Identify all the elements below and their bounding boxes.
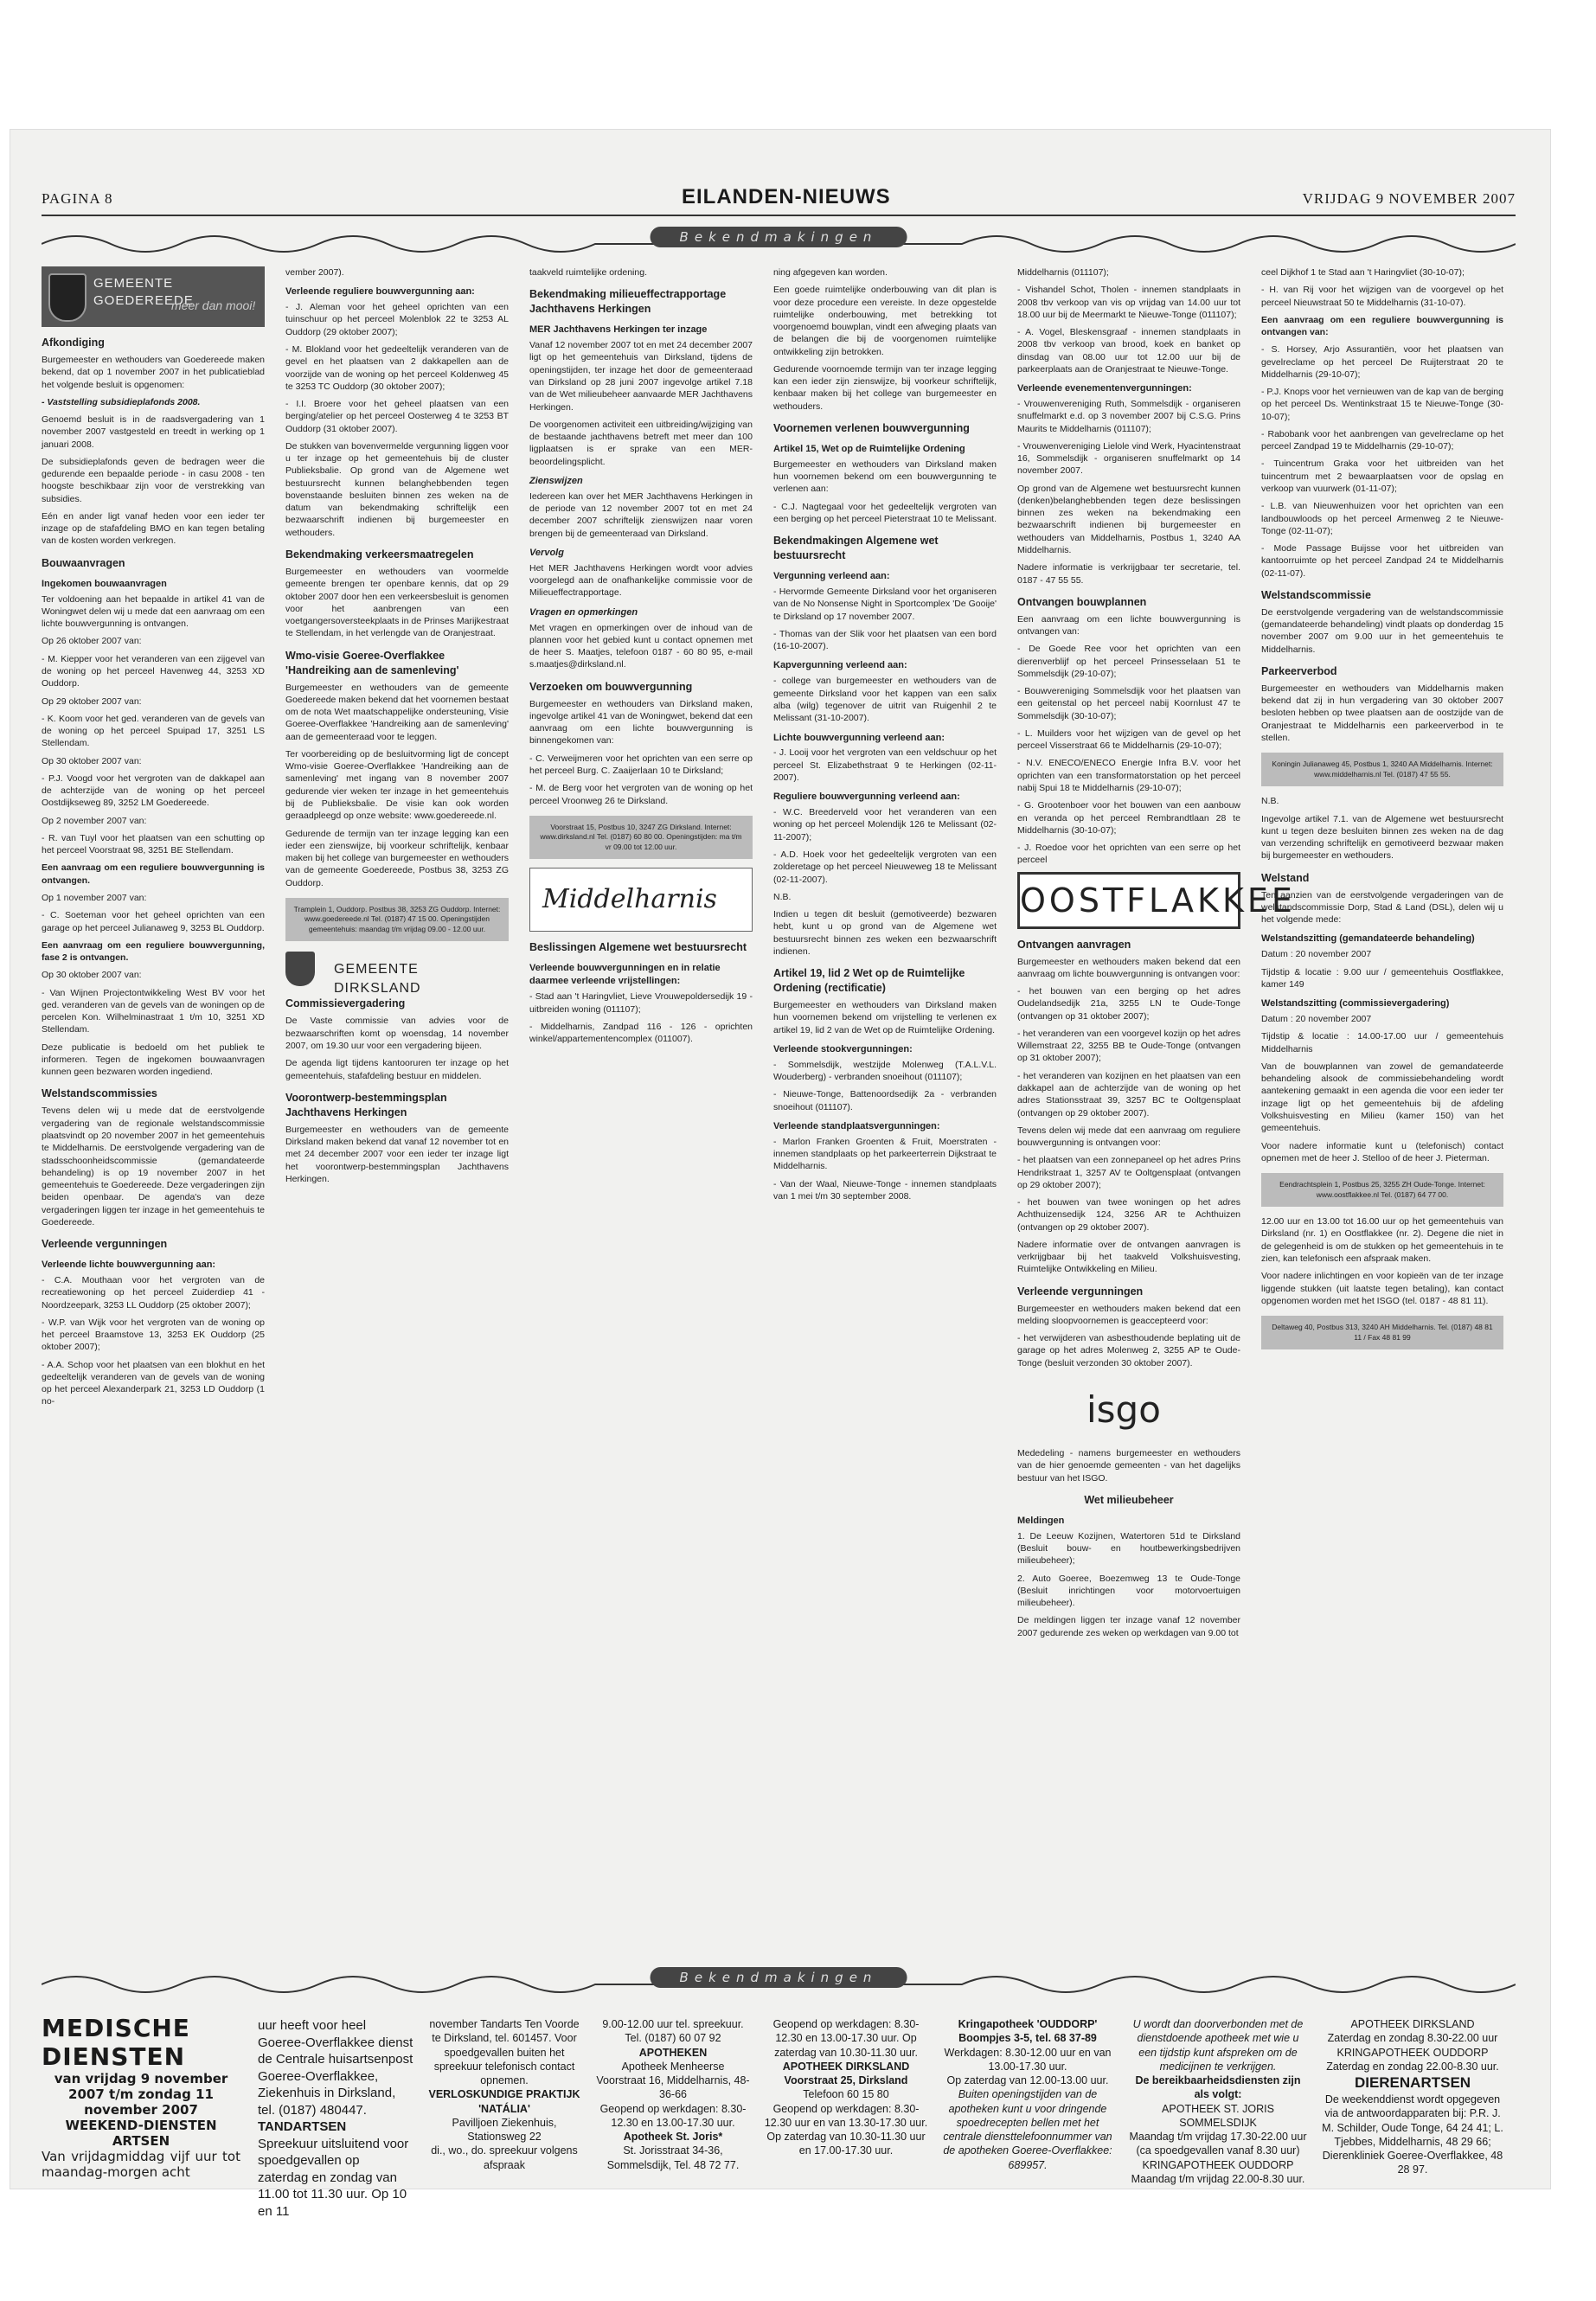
medical-title: MEDISCHE DIENSTEN [42,2014,190,2071]
subsection-title: Verleende lichte bouwvergunning aan: [42,1259,216,1271]
list-item: - Vrouwenvereniging Ruth, Sommelsdijk - organiseren snuffelmarkt e.d. op 3 november 2007 bij C.S.G. Prins Maurits te Middelharnis (011107); [1017,399,1240,434]
medical-text: Voorstraat 16, Middelharnis, 48-36-66 [596,2074,750,2101]
banner-label: Bekendmakingen [651,227,907,247]
paragraph: Iedereen kan over het MER Jachthavens Herkingen in de periode van 12 november 2007 tot en met 24 december 2007 schriftelijk zienswijzen naar voren brengen bij de gemeenteraad van Dirksland. [529,490,753,539]
medical-heading: Apotheek St. Joris* [623,2131,723,2143]
paragraph: Genoemd besluit is in de raadsvergadering van 1 november 2007 vastgesteld en treedt in werking op 1 januari 2008. [42,414,265,450]
subsection-title: Vergunning verleend aan: [773,571,890,582]
paragraph: Burgemeester en wethouders van voormelde gemeente brengen ter openbare kennis, dat op 29 oktober 2007 door hen een verkeersbesluit is genomen voor het aanbrengen van een voetgangersoversteekplaats in de Prinses Marijkestraat te Stellendam, in het verlengde van de Oranjestraat. [285,567,509,639]
medical-column [764,2017,928,2158]
medical-text: Maandag t/m vrijdag 22.00-8.30 uur. [1131,2172,1305,2185]
paragraph: Een aanvraag om een reguliere bouwvergunning, fase 2 is ontvangen. [42,939,265,964]
subsection-title: Verleende standplaatsvergunningen: [773,1120,940,1131]
subsection-title: Verleende evenementenvergunningen: [1017,383,1192,394]
medical-text: Zaterdag en zondag 22.00-8.30 uur. [1326,2060,1499,2073]
subsection-title: Vervolg [529,547,564,558]
medical-text: Apotheek Menheerse [621,2060,725,2073]
medical-text: uur heeft voor heel Goeree-Overflakkee dienst de Centrale huisartsenpost Goeree-Overflakkee, Ziekenhuis in Dirksland, tel. (0187) 480447. [258,2018,413,2118]
list-item: - het bouwen van een berging op het adres Oudelandsedijk 21a, 3255 LN te Oude-Tonge (ontvangen op 31 oktober 2007); [1017,986,1240,1022]
medical-text: Telefoon 60 15 80 [803,2088,889,2101]
list-item: Tijdstip & locatie : 14.00-17.00 uur / gemeentehuis Middelharnis [1261,1031,1503,1054]
subsection-title: Artikel 15, Wet op de Ruimtelijke Ordening [773,443,965,454]
medical-heading: APOTHEEK DIRKSLAND Voorstraat 25, Dirksland [782,2060,910,2086]
list-item: 1. De Leeuw Kozijnen, Watertoren 51d te Dirksland (Besluit bouw- en houtbewerkingsbedrijven milieubeheer); [1017,1530,1240,1567]
list-item: - Vishandel Schot, Tholen - innemen standplaats in 2008 tbv verkoop van vis op vrijdag van 14.00 uur tot 18.00 uur bij de Meermarkt te Nieuwe-Tonge (011107); [1017,285,1240,320]
medical-intro: Van vrijdagmiddag vijf uur tot maandag-morgen acht [42,2149,240,2180]
medical-heading: VERLOSKUNDIGE PRAKTIJK 'NATÁLIA' [428,2088,580,2115]
section-title: Voorontwerp-bestemmingsplan Jachthavens Herkingen [285,1091,447,1118]
list-item: Op 30 oktober 2007 van: [42,755,142,766]
contact-box: Tramplein 1, Ouddorp. Postbus 38, 3253 ZG Ouddorp. Internet: www.goedereede.nl Tel. (0187) 47 15 00. Openingstijden gemeentehuis: maandag t/m vrijdag 09.00 - 12.00 uur. [285,898,509,942]
list-item: - Thomas van der Slik voor het plaatsen van een bord (16-10-2007). [773,628,997,652]
list-item: Tijdstip & locatie : 9.00 uur / gemeentehuis Oostflakkee, kamer 149 [1261,966,1503,990]
section-title: Welstandscommissies [42,1087,157,1100]
medical-text: 9.00-12.00 uur tel. spreekuur. Tel. (0187) 60 07 92 [602,2018,744,2045]
medical-text: Pavilljoen Ziekenhuis, Stationsweg 22 [452,2116,557,2143]
column-6 [1261,266,1503,1358]
list-item: - A.A. Schop voor het plaatsen van een blokhut en het gedeeltelijk veranderen van de gevels van de woning op het perceel Alexanderpark 21, 3253 LD Ouddorp (1 no- [42,1359,265,1407]
crest-icon [48,273,87,322]
section-title: Bouwaanvragen [42,556,125,569]
subsection-title: Vragen en opmerkingen [529,606,638,618]
list-item: - W.C. Breederveld voor het veranderen van een woning op het perceel Molendijk 126 te Melissant (02-11-2007); [773,807,997,843]
top-banner [42,221,1516,256]
page-header [42,180,1516,215]
paragraph: Burgemeester en wethouders van Goedereede maken bekend, dat op 1 november 2007 in het publicatieblad het volgende besluit is opgenomen: [42,355,265,390]
medical-text: november Tandarts Ten Voorde te Dirksland, tel. 601457. Voor spoedgevallen buiten het spreekuur telefonisch contact opnemen. [429,2018,580,2086]
medical-dates: van vrijdag 9 november 2007 t/m zondag 11 november 2007 [54,2071,228,2118]
subsection-title: Meldingen [1017,1515,1065,1526]
header-rule [42,215,1516,216]
list-item: - het plaatsen van een zonnepaneel op het adres Prins Hendrikstraat 1, 3257 AV te Ooltgensplaat (ontvangen op 29 oktober 2007); [1017,1155,1240,1190]
list-item: - het bouwen van twee woningen op het adres Achthuizensedijk 124, 3256 AR te Achthuizen (ontvangen op 29 oktober 2007). [1017,1197,1240,1233]
list-item: - C.A. Mouthaan voor het vergroten van de recreatiewoning op het perceel Zuiderdiep 41 - Noordzeepark, 3253 LL Ouddorp (25 oktober 2007); [42,1275,265,1311]
contact-box: Eendrachtsplein 1, Postbus 25, 3255 ZH Oude-Tonge. Internet: www.oostflakkee.nl Tel. (0187) 64 77 00. [1261,1173,1503,1207]
list-item: ceel Dijkhof 1 te Stad aan 't Haringvliet (30-10-07); [1261,267,1465,278]
paragraph: Voor nadere inlichtingen en voor kopieën van de ter inzage liggende stukken (uit laatste tegen betaling), kan contact opgenomen worden met het ISGO (tel. 0187 - 48 81 11). [1261,1271,1503,1306]
list-item: - Middelharnis, Zandpad 116 - 126 - oprichten winkel/appartementencomplex (011007). [529,1021,753,1045]
medical-text: KRINGAPOTHEEK OUDDORP [1142,2158,1294,2171]
column-4 [773,266,997,1208]
paragraph: Gedurende de termijn van ter inzage legging kan een ieder een zienswijze, bij voorkeur schriftelijk, kenbaar maken bij het college van burgemeester en wethouders van de gemeente Goedereede, Postbus 38, 3253 ZG Ouddorp. [285,828,509,888]
list-item: - Sommelsdijk, westzijde Molenweg (T.A.L.V.L. Wouderberg) - verbranden snoeihout (011107); [773,1059,997,1083]
medical-heading: Kringapotheek 'OUDDORP' Boompjes 3-5, tel. 68 37-89 [958,2018,1098,2045]
list-item: - Nieuwe-Tonge, Battenoordsedijk 2a - verbranden snoeihout (011107). [773,1089,997,1112]
paragraph: Van de bouwplannen van zowel de gemandateerde behandeling alsook de commissiebehandeling wordt aantekening gemaakt in een agenda die voor een ieder ter inzage ligt op het gemeentehuis bij de afdeling Volkshuisvesting en Milieu (kamer 150) van het gemeentehuis. [1261,1061,1503,1134]
medical-heading: DIERENARTSEN [1354,2074,1471,2091]
paragraph: Burgemeester en wethouders maken bekend dat een melding sloopvoornemen is geaccepteerd voor: [1017,1303,1240,1326]
subsection-title: Zienswijzen [529,475,583,486]
list-item: - J. Aleman voor het geheel oprichten van een tuinschuur op het perceel Molenblok 22 te 3253 AL Ouddorp (29 oktober 2007); [285,302,509,337]
medical-column [258,2017,413,2220]
subsection-title: Welstandszitting (commissievergadering) [1261,998,1450,1009]
medical-text: APOTHEEK DIRKSLAND [1350,2018,1475,2030]
list-item: Datum : 20 november 2007 [1261,949,1372,960]
bottom-banner [42,1962,1516,1997]
paragraph: Ter voorbereiding op de besluitvorming ligt de concept Wmo-visie Goeree-Overflakkee 'Handreiking aan de samenleving' met ingang van 8 november 2007 gedurende vier weken ter inzage in het gemeentehuis bij de Publieksbalie. De visie kan ook worden geraadpleegd op onze website: www.goedereede.nl. [285,748,509,822]
list-item: Op 1 november 2007 van: [42,892,147,903]
list-item: - Rabobank voor het aanbrengen van gevelreclame op het perceel Zandpad 19 te Middelharnis (29-10-07); [1261,428,1503,452]
middelharnis-logo: Middelharnis [529,868,753,932]
banner-label: Bekendmakingen [651,1967,907,1988]
list-item: - Tuincentrum Graka voor het uitbreiden van het tuincentrum met 2 bewaarplaatsen voor de opslag en verkoop van vuurwerk (01-11-07); [1261,458,1503,494]
list-item: 2. Auto Goeree, Boezemweg 13 te Oude-Tonge (Besluit inrichtingen voor motorvoertuigen milieubeheer). [1017,1573,1240,1609]
paragraph: Burgemeester en wethouders van Dirksland maken, ingevolge artikel 41 van de Woningwet, bekend dat een aanvraag om een lichte bouwvergunning is binnengekomen van: [529,698,753,747]
subsection-title: Verleende stookvergunningen: [773,1043,913,1054]
paragraph: Een aanvraag om een lichte bouwvergunning is ontvangen van: [1017,613,1240,638]
paragraph: Ingevolge artikel 7.1. van de Algemene wet bestuursrecht kunt u tegen deze besluiten binnen zes weken na de dag van verzending schriftelijk en gemotiveerd bezwaar maken bij burgemeester en wethouders. [1261,813,1503,862]
list-item: - Bouwvereniging Sommelsdijk voor het plaatsen van een geitenstal op het perceel nabij Koornlust 47 te Sommelsdijk (30-10-07); [1017,686,1240,721]
section-title: Wet milieubeheer [1084,1493,1174,1506]
masthead: EILANDEN-NIEUWS [682,185,891,208]
medical-column [1322,2017,1503,2177]
medical-text: Geopend op werkdagen: 8.30-12.30 uur en van 13.30-17.30 uur. [764,2102,928,2129]
list-item: - M. Blokland voor het gedeeltelijk veranderen van de gevel en het plaatsen van 2 dakkapellen aan de voorzijde van de woning op het perceel Koldenweg 45 te 3253 TC Ouddorp (30 oktober 2007); [285,344,509,392]
paragraph: vember 2007). [285,267,344,278]
paragraph: Ten aanzien van de eerstvolgende vergaderingen van de welstandscommissie Dorp, Stad & Land (DSL), delen wij u het volgende mede: [1261,889,1503,926]
list-item: - het verwijderen van asbesthoudende beplating uit de garage op het adres Molenweg 2, 3255 AP te Oude-Tonge (besluit verzonden 30 oktober 2007). [1017,1333,1240,1368]
paragraph: Nadere informatie is verkrijgbaar ter secretarie, tel. 0187 - 47 55 55. [1017,562,1240,586]
subsection-title: Verleende bouwvergunningen en in relatie daarmee verleende vrijstellingen: [529,963,721,987]
section-title: Artikel 19, lid 2 Wet op de Ruimtelijke Ordening (rectificatie) [773,967,965,995]
paragraph: Burgemeester en wethouders van Dirksland maken hun voornemen bekend om een bouwvergunning te verlenen aan: [773,458,997,495]
list-item: - K. Koom voor het ged. veranderen van de gevels van de woning op het perceel Spuipad 17, 3251 LS Stellendam. [42,713,265,749]
page-number: PAGINA 8 [42,190,113,207]
list-item: - C. Soeteman voor het geheel oprichten van een garage op het perceel Julianaweg 9, 3253 BL Ouddorp. [42,910,265,933]
paragraph: Burgemeester en wethouders van Dirksland maken hun voornemen bekend om vrijstelling te verlenen ex artikel 19, lid 2 van de Wet op de Ruimtelijke Ordening. [773,1000,997,1035]
list-item: Op 30 oktober 2007 van: [42,970,142,981]
medical-text: De weekenddienst wordt opgegeven via de antwoordapparaten bij: P.R. J. M. Schilder, Oude Tonge, 64 24 41; L. Tjebbes, Middelharnis, 48 29 66; Dierenkliniek Goeree-Overflakkee, 48 28 97. [1322,2093,1503,2176]
subsection-title: Reguliere bouwvergunning verleend aan: [773,792,960,803]
paragraph: Indien u tegen dit besluit (gemotiveerde) bezwaren hebt, kunt u op grond van de Algemene wet bestuursrecht binnen zes weken een bezwaarschrift indienen. [773,909,997,957]
newspaper-page [42,180,1516,2219]
subsection-title: Kapvergunning verleend aan: [773,660,907,671]
list-item: - L.B. van Nieuwenhuizen voor het oprichten van een landbouwloods op het perceel Armenweg 2 te Nieuwe-Tonge (02-11-07); [1261,501,1503,536]
subsection-title: Verleende reguliere bouwvergunning aan: [285,286,475,298]
medical-title-block [42,2014,240,2180]
medical-text: St. Jorisstraat 34-36, Sommelsdijk, Tel. 48 72 77. [606,2144,740,2171]
list-item: - het veranderen van kozijnen en het plaatsen van een dakkapel aan de achterzijde van de woning op het adres Stationsstraat 39, 3257 BC te Ooltgensplaat (ontvangen op 29 oktober 2007). [1017,1070,1240,1118]
paragraph: 12.00 uur en 13.00 tot 16.00 uur op het gemeentehuis van Dirksland (nr. 1) en Oostflakkee (nr. 2). Degene die niet in de gelegenheid is om de stukken op het gemeentehuis in te zien, kan telefonisch een afspraak maken. [1261,1216,1503,1264]
list-item: - R. van Tuyl voor het plaatsen van een schutting op het perceel Voorstraat 98, 3251 BE Stellendam. [42,832,265,856]
paragraph: Het MER Jachthavens Herkingen wordt voor advies voorgelegd aan de onafhankelijke commissie voor de Milieueffectrapportage. [529,562,753,599]
medical-text: KRINGAPOTHEEK OUDDORP [1336,2046,1489,2059]
medical-text: APOTHEEK ST. JORIS SOMMELSDIJK [1162,2102,1274,2129]
paragraph: Burgemeester en wethouders maken bekend dat een aanvraag om lichte bouwvergunning is ontvangen voor: [1017,956,1240,979]
subsection-title: MER Jachthavens Herkingen ter inzage [529,324,708,336]
medical-text: Maandag t/m vrijdag 17.30-22.00 uur (ca spoedgevallen vanaf 8.30 uur) [1129,2131,1307,2157]
list-item: - A.D. Hoek voor het gedeeltelijk vergroten van een zolderetage op het perceel Nieuweweg 18 te Melissant (02-11-2007). [773,849,997,885]
column-2 [285,266,509,1190]
list-item: - Stad aan 't Haringvliet, Lieve Vrouwepoldersedijk 19 - uitbreiden woning (011107); [529,991,753,1015]
paragraph: Middelharnis (011107); [1017,267,1109,278]
section-title: Welstand [1261,871,1310,884]
medical-column [941,2017,1114,2172]
list-item: - C.J. Nagtegaal voor het gedeeltelijk vergroten van een berging op het perceel Pieterstraat 10 te Melissant. [773,501,997,524]
list-item: - J. Looij voor het vergroten van een veldschuur op het perceel St. Elizabethstraat 9 te Herkingen (02-11-2007). [773,747,997,783]
list-item: - J. Roedoe voor het oprichten van een serre op het perceel [1017,843,1240,866]
paragraph: N.B. [1261,796,1279,807]
list-item: - het veranderen van een voorgevel kozijn op het adres Willemstraat 22, 3255 BB te Oude-Tonge (ontvangen op 31 oktober 2007); [1017,1028,1240,1064]
list-item: Op 29 oktober 2007 van: [42,695,142,707]
list-item: - G. Grootenboer voor het bouwen van een aanbouw en veranda op het perceel Rembrandtlaan 28 te Middelharnis (30-10-07); [1017,800,1240,836]
medical-text: Buiten openingstijden van de apotheken kunt u voor dringende spoedrecepten bellen met het centrale diensttelefoonnummer van de apotheken Goeree-Overflakkee: 689957. [943,2088,1112,2171]
oostflakkee-logo: OOSTFLAKKEE [1017,872,1240,929]
paragraph: Een goede ruimtelijke onderbouwing van dit plan is voor deze procedure een vereiste. In deze opgestelde ruimtelijke onderbouwing, met betrekking tot voorgenoemd bouwplan, vindt een afweging plaats van de belangen die bij de voorgenomen ruimtelijke ontwikkeling zijn betrokken. [773,285,997,357]
section-title: Bekendmaking verkeersmaatregelen [285,548,474,561]
list-item: - N.V. ENECO/ENECO Energie Infra B.V. voor het oprichten van een transformatorstation op het perceel nabij Spui 18 te Middelharnis (29-10-07); [1017,758,1240,793]
goedereede-logo [42,266,265,327]
paragraph: Tevens delen wij mede dat een aanvraag om reguliere bouwvergunning is ontvangen voor: [1017,1125,1240,1149]
paragraph: Met vragen en opmerkingen over de inhoud van de plannen voor het gebied kunt u contact opnemen met de heer S. Maatjes, telefoon 0187 - 60 80 95, e-mail s.maatjes@dirksland.nl. [529,622,753,670]
paragraph: Nadere informatie over de ontvangen aanvragen is verkrijgbaar bij het taakveld Volkshuisvesting, Ruimtelijke Ontwikkeling en Milieu. [1017,1239,1240,1275]
list-item: - Mode Passage Buijsse voor het uitbreiden van kantoorruimte op het perceel Zandpad 24 te Middelharnis (02-11-07). [1261,543,1503,579]
list-item: - M. Kiepper voor het veranderen van een zijgevel van de woning op het perceel Havenweg 44, 3253 XD Ouddorp. [42,653,265,689]
medical-column [595,2017,751,2172]
paragraph: De agenda ligt tijdens kantooruren ter inzage op het gemeentehuis, stafafdeling bestuur en middelen. [285,1058,509,1081]
paragraph: Burgemeester en wethouders van de gemeente Goedereede maken bekend dat het voornemen bestaat om de nota Wet maatschappelijke ondersteuning, Visie Goeree-Overflakkee 'Handreiking aan de samenleving' aan de gemeenteraad voor te leggen. [285,682,510,742]
list-item: - Hervormde Gemeente Dirksland voor het organiseren van de No Nonsense Night in Sportcomplex 'De Gooije' te Dirksland op 17 november 2007. [773,586,997,622]
paragraph: Tevens delen wij u mede dat de eerstvolgende vergadering van de regionale welstandscommissie plaatsvindt op 20 november 2007 in het gemeentehuis te Middelharnis. De eerstvolgende vergadering van de stadsschoonheidscommissie (gemandateerde behandeling) is op 19 november 2007 in het gemeentehuis te Goedereede. Deze vergaderingen zijn beiden openbaar. De agenda's van deze vergaderingen liggen ter inzage in het gemeentehuis te Goedereede. [42,1106,266,1227]
list-item: - Vrouwenvereniging Lielole vind Werk, Hyacintenstraat 16, Sommelsdijk - organiseren snuffelmarkt op 14 november 2007. [1017,440,1240,477]
list-item: - W.P. van Wijk voor het vergroten van de woning op het perceel Braamstove 13, 3253 EK Ouddorp (25 oktober 2007); [42,1317,265,1353]
list-item: - college van burgemeester en wethouders van de gemeente Dirksland voor het kappen van een salix alba (wilg) tegenover de uitrit van Ruigenhil 2 te Melissant (31-10-2007). [773,676,997,724]
municipality-name: GEMEENTE DIRKSLAND [334,962,421,997]
column-goedereede [42,266,265,1413]
medical-text: Spreekuur uitsluitend voor spoedgevallen op zaterdag en zondag van 11.00 tot 11.30 uur. Op 10 en 11 [258,2136,409,2219]
section-title: Beslissingen Algemene wet bestuursrecht [529,941,747,954]
section-title: Verleende vergunningen [1017,1285,1144,1298]
weekend-title: WEEKEND-DIENSTEN ARTSEN [65,2118,217,2149]
subsection-title: Ingekomen bouwaanvragen [42,578,167,589]
list-item: - L. Muilders voor het wijzigen van de gevel op het perceel Visserstraat 66 te Middelharnis (29-10-07); [1017,727,1240,752]
section-title: Welstandscommissie [1261,588,1371,601]
list-item: - Marlon Franken Groenten & Fruit, Moerstraten - innemen standplaats op het parkeerterrein Dijkstraat te Middelharnis. [773,1136,997,1172]
paragraph: Mededeling - namens burgemeester en wethouders van de hier genoemde gemeenten - van het dagelijks bestuur van het ISGO. [1017,1448,1240,1484]
section-title: Verzoeken om bouwvergunning [529,680,693,693]
medical-text: Geopend op werkdagen: 8.30-12.30 en 13.00-17.30 uur. [599,2102,747,2129]
section-title: Bekendmaking milieueffectrapportage Jachthavens Herkingen [529,288,727,316]
list-item: - M. de Berg voor het vergroten van de woning op het perceel Vroonweg 26 te Dirksland. [529,783,753,806]
paragraph: Een aanvraag om een reguliere bouwvergunning is ontvangen van: [1261,314,1503,338]
issue-date: VRIJDAG 9 NOVEMBER 2007 [1302,190,1516,207]
list-item: Op 2 november 2007 van: [42,815,147,826]
section-title: Wmo-visie Goeree-Overflakkee 'Handreiking aan de samenleving' [285,649,459,676]
contact-box: Voorstraat 15, Postbus 10, 3247 ZG Dirksland. Internet: www.dirksland.nl Tel. (0187) 60 80 00. Openingstijden: ma t/m vr 09.00 tot 12.00 uur. [529,816,753,860]
section-title: Afkondiging [42,336,105,349]
paragraph: Vanaf 12 november 2007 tot en met 24 december 2007 ligt op het gemeentehuis van Dirksland, tijdens de openingstijden, ter inzage het door de gemeenteraad van Dirksland op 28 juni 2007 ingevolge artikel 7.18 van de Wet milieubeheer aanvaarde MER Jachthavens Herkingen. [529,340,753,413]
section-title: Verleende vergunningen [42,1238,168,1251]
list-item: - C. Verweijmeren voor het oprichten van een serre op het perceel Burg. C. Zaaijerlaan 10 te Dirksland; [529,753,753,776]
paragraph: taakveld ruimtelijke ordening. [529,267,647,278]
medical-text: Op zaterdag van 12.00-13.00 uur. [946,2074,1109,2086]
paragraph: Ter voldoening aan het bepaalde in artikel 41 van de Woningwet delen wij u mede dat een aanvraag om een lichte bouwvergunning is ontvangen. [42,593,265,630]
paragraph: De meldingen liggen ter inzage vanaf 12 november 2007 gedurende zes weken op werkdagen van 9.00 tot [1017,1615,1240,1638]
list-item: - A. Vogel, Bleskensgraaf - innemen standplaats in 2008 tbv verkoop van brood, koek en banket op dinsdag van 08.00 uur tot 12.00 uur bij de parkeerplaats aan de Oranjestraat te Nieuwe-Tonge. [1017,327,1240,375]
section-title: Ontvangen aanvragen [1017,938,1131,951]
list-item: - H. van Rij voor het wijzigen van de voorgevel op het perceel Nieuwstraat 50 te Middelharnis (31-10-07). [1261,285,1503,308]
list-item: - I.I. Broere voor het geheel plaatsen van een berging/atelier op het perceel Oosterweg 4 te 3253 BT Ouddorp (31 oktober 2007). [285,399,509,434]
paragraph: De voorgenomen activiteit een uitbreiding/wijziging van de bestaande jachthavens betreft met meer dan 100 ligplaatsen is er sprake van een MER-beoordelingsplicht. [529,419,753,467]
list-item: Op 26 oktober 2007 van: [42,636,142,647]
paragraph: ning afgegeven kan worden. [773,267,888,278]
medical-text: Op zaterdag van 10.30-11.30 uur en 17.00-17.30 uur. [766,2131,926,2157]
contact-box: Deltaweg 40, Postbus 313, 3240 AH Middelharnis. Tel. (0187) 48 81 11 / Fax 48 81 99 [1261,1316,1503,1349]
list-item: - P.J. Knops voor het vernieuwen van de kap van de berging op het perceel Ds. Wentinkstraat 15 te Nieuwe-Tonge (30-10-07); [1261,387,1503,422]
paragraph: De stukken van bovenvermelde vergunning liggen voor u ter inzage op het gemeentehuis bij de cluster Publieksbalie. Op grond van de Algemene wet bestuursrecht kunnen belanghebbenden tegen bovenstaande besluiten binnen zes weken na de datum van bekendmaking schriftelijk een bezwaarschrift indienen bij burgemeester en wethouders. [285,440,509,538]
column-3 [529,266,753,1050]
medical-column [426,2017,582,2172]
section-title: Parkeerverbod [1261,664,1337,677]
section-title: Bekendmakingen Algemene wet bestuursrecht [773,535,939,562]
list-item: Datum : 20 november 2007 [1261,1014,1372,1025]
list-item: - Van Wijnen Projectontwikkeling West BV voor het ged. veranderen van de gevels van de woningen op de percelen Kon. Wilhelminastraat 1 t/m 10, 3251 XD Stellendam. [42,987,265,1035]
medical-heading: APOTHEKEN [638,2046,708,2059]
list-item: - P.J. Voogd voor het vergroten van de dakkapel aan de achterzijde van de woning op het perceel Oostdijkseweg 89, 3252 LM Goedereede. [42,772,265,809]
medical-text: Geopend op werkdagen: 8.30-12.30 en 13.00-17.30 uur. Op zaterdag van 10.30-11.30 uur. [772,2018,920,2059]
municipality-name: GEMEENTE GOEDEREEDE [93,276,194,309]
paragraph: Burgemeester en wethouders van Middelharnis maken bekend dat zij in hun vergadering van 30 oktober 2007 besloten hebben op twee plaatsen aan de oostzijde van de Oranjestraat te Middelharnis een parkeerverbod in te stellen. [1261,683,1503,743]
isgo-logo [1017,1378,1240,1439]
list-item: - Van der Waal, Nieuwe-Tonge - innemen standplaats van 1 mei t/m 30 september 2008. [773,1178,997,1202]
crest-icon [285,952,315,986]
paragraph: N.B. [773,891,792,902]
isgo-wordmark: isgo [1086,1388,1161,1432]
paragraph: Voor nadere informatie kunt u (telefonisch) contact opnemen met de heer J. Stelloo of de heer J. Pieterman. [1261,1140,1503,1163]
subsection-title: Lichte bouwvergunning verleend aan: [773,732,945,743]
medical-text: Werkdagen: 8.30-12.00 uur en van 13.00-17.30 uur. [944,2046,1112,2073]
paragraph: De eerstvolgende vergadering van de welstandscommissie (gemandateerde behandeling) vindt plaats op donderdag 15 november 2007 om 9.00 uur in het gemeentehuis te Middelharnis. [1261,606,1503,655]
paragraph: De subsidieplafonds geven de bedragen weer die gedurende een bepaalde periode - in casu 2008 - ten hoogste beschikbaar zijn voor de verstrekking van subsidies. [42,456,265,504]
medical-heading: TANDARTSEN [258,2119,347,2134]
paragraph: - Vaststelling subsidieplafonds 2008. [42,396,201,407]
paragraph: Gedurende voornoemde termijn van ter inzage legging kan een ieder zijn zienswijze, bij voorkeur schriftelijk, kenbaar maken bij het college van burgemeester en wethouders. [773,363,997,412]
paragraph: Burgemeester en wethouders van de gemeente Dirksland maken bekend dat vanaf 12 november tot en met 24 december 2007 voor een ieder ter inzage ligt het voorontwerp-bestemmingsplan Jachthavens Herkingen. [285,1124,509,1184]
medical-text: U wordt dan doorverbonden met de dienstdoende apotheek met wie u een tijdstip kunt afspreken om de medicijnen te verkrijgen. [1132,2018,1304,2073]
paragraph: Op grond van de Algemene wet bestuursrecht kunnen (denken)belanghebbenden tegen deze beslissingen binnen zes weken na bekendmaking een bezwaarschrift indienen bij burgemeester en wethouders van Middelharnis, Postbus 1, 3240 AA Middelharnis. [1017,483,1240,555]
paragraph: Deze publicatie is bedoeld om het publiek te informeren. Tegen de ingekomen bouwaanvragen kunnen geen bezwaren worden ingediend. [42,1042,265,1078]
medical-heading: De bereikbaarheidsdiensten zijn als volgt: [1135,2074,1301,2101]
dirksland-logo [285,950,509,997]
medical-column [1127,2017,1309,2186]
municipality-slogan: meer dan mooi! [171,298,256,312]
section-title: Commissievergadering [285,997,406,1010]
list-item: - S. Horsey, Arjo Assurantiën, voor het plaatsen van gevelreclame op het perceel De Ruijterstraat 20 te Middelharnis (29-10-07); [1261,344,1503,380]
section-title: Voornemen verlenen bouwvergunning [773,421,970,434]
paragraph: De Vaste commissie van advies voor de bezwaarschriften komt op woensdag, 14 november 2007, om 19.30 uur voor een vergadering bijeen. [285,1016,509,1052]
medical-text: di., wo., do. spreekuur volgens afspraak [431,2144,578,2171]
newspaper-sheet [10,130,1550,2219]
subsection-title: Welstandszitting (gemandateerde behandeling) [1261,933,1475,945]
medical-services [42,2014,1516,2219]
medical-text: Zaterdag en zondag 8.30-22.00 uur [1327,2032,1498,2045]
paragraph: Eén en ander ligt vanaf heden voor een ieder ter inzage op de stafafdeling BMO en kan tegen betaling van de kosten worden verkregen. [42,510,265,547]
list-item: - De Goede Ree voor het oprichten van een dierenverblijf op het perceel Prinsesselaan 51 te Sommelsdijk (29-10-07); [1017,644,1240,679]
section-title: Ontvangen bouwplannen [1017,595,1147,608]
contact-box: Koningin Julianaweg 45, Postbus 1, 3240 AA Middelharnis. Internet: www.middelharnis.nl Tel. (0187) 47 55 55. [1261,753,1503,786]
paragraph: Een aanvraag om een reguliere bouwvergunning is ontvangen. [42,862,265,886]
